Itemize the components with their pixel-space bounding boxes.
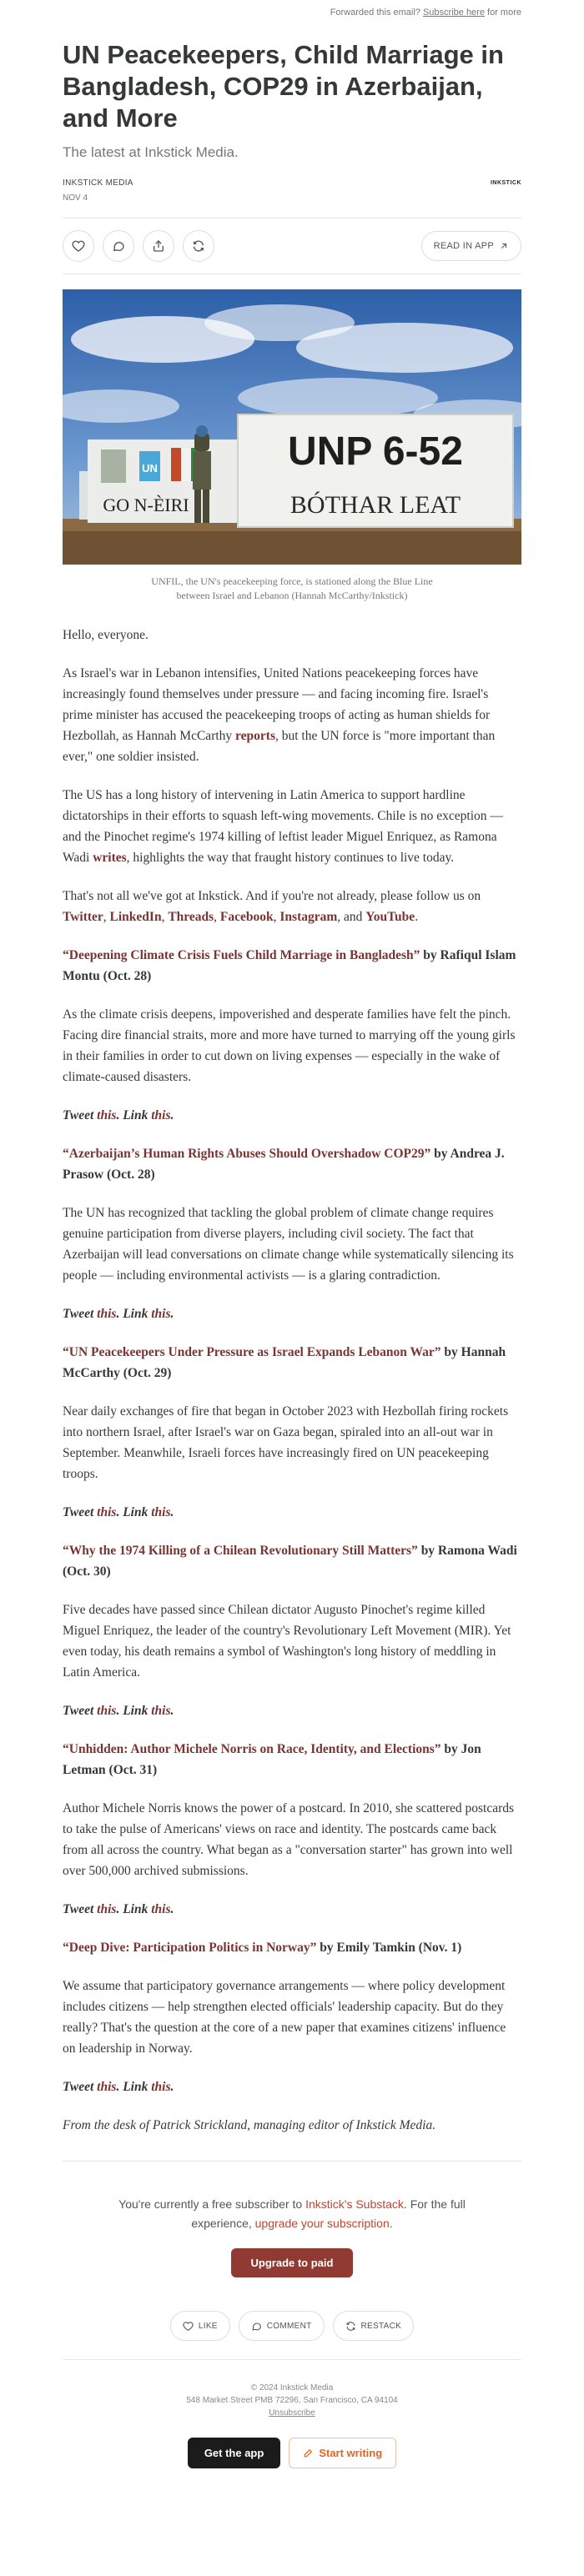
link-this-link[interactable]: this <box>151 1505 171 1519</box>
hero-caption <box>113 575 471 603</box>
article-title-link[interactable]: “Azerbaijan’s Human Rights Abuses Should Overshadow COP29” <box>63 1147 431 1161</box>
comment-button[interactable] <box>103 230 134 262</box>
start-writing-button[interactable] <box>289 2438 396 2468</box>
substack-link[interactable]: Inkstick's Substack <box>305 2197 404 2211</box>
follow-paragraph <box>63 886 521 927</box>
tweet-this-link[interactable]: this <box>97 1902 117 1916</box>
article-byline: by Ramona Wadi (Oct. 30) <box>63 1544 517 1579</box>
sign-right-text: UNP 6-52 <box>288 429 463 474</box>
article-summary: Near daily exchanges of fire that began in October 2023 with Hezbollah firing rockets into northern Israel, after Israel's war on Gaza began, spiraled into an all-out war in September. Meanwhile, Israeli forces have increasingly fired on UN peacekeeping troops. <box>63 1404 509 1481</box>
like-button[interactable] <box>63 230 94 262</box>
link-this-link[interactable]: this <box>151 1704 171 1718</box>
link-this-link[interactable]: this <box>151 1902 171 1916</box>
share-button[interactable] <box>143 230 174 262</box>
tweet-this-link[interactable]: this <box>97 1307 117 1321</box>
footer-actions <box>63 2311 521 2341</box>
tweet-label: Tweet <box>63 1704 94 1718</box>
writes-link[interactable]: writes <box>93 851 127 865</box>
legal-block <box>63 2382 521 2419</box>
share-line: Tweet this. Link this. <box>63 1704 174 1718</box>
restack-label: RESTACK <box>360 2321 402 2331</box>
article-title-link[interactable]: “Why the 1974 Killing of a Chilean Revolutionary Still Matters” <box>63 1544 418 1558</box>
read-in-app-button[interactable] <box>421 231 521 261</box>
forwarded-text: Forwarded this email? <box>330 8 420 18</box>
post-actions <box>63 218 521 274</box>
link-this-link[interactable]: this <box>151 1108 171 1122</box>
email-footer <box>63 2195 521 2468</box>
text: As Israel's war in Lebanon intensifies, United Nations peacekeeping forces have increasingly found themselves under pressure — and facing incoming fire. Israel's prime minister has accused the peacekeeping troops of acting as human shields for Hezbollah, as Hannah McCarthy <box>63 666 491 743</box>
share-line: Tweet this. Link this. <box>63 1307 174 1321</box>
link-label: Link <box>123 1307 149 1321</box>
restack-icon <box>345 2321 356 2332</box>
threads-link[interactable]: Threads <box>168 910 214 924</box>
copyright: © 2024 Inkstick Media <box>250 2383 334 2393</box>
article-headline <box>63 945 521 987</box>
upgrade-button[interactable]: Upgrade to paid <box>231 2248 354 2277</box>
divider <box>63 2161 521 2162</box>
post-body <box>63 625 521 2136</box>
signoff: From the desk of Patrick Strickland, managing editor of Inkstick Media. <box>63 2118 436 2132</box>
text: and <box>344 910 363 924</box>
forwarded-banner <box>63 0 521 26</box>
arrow-up-right-icon <box>499 241 509 251</box>
like-label: LIKE <box>198 2321 218 2331</box>
comment-icon <box>112 239 125 253</box>
intro-paragraph-1 <box>63 663 521 767</box>
action-icons <box>63 230 214 262</box>
article-headline <box>63 1937 521 1958</box>
link-label: Link <box>123 2080 149 2094</box>
link-label: Link <box>123 1505 149 1519</box>
text: , highlights the way that fraught history continues to live today. <box>126 851 455 865</box>
link-this-link[interactable]: this <box>151 1307 171 1321</box>
separator: , <box>337 910 345 924</box>
greeting: Hello, everyone. <box>63 628 149 642</box>
comment-icon <box>251 2321 262 2332</box>
share-line: Tweet this. Link this. <box>63 1108 174 1122</box>
email-container <box>63 0 521 2468</box>
article-summary: We assume that participatory governance arrangements — where policy development includes citizens — help strengthen elected officials' leadership capacity. But do they really? That's the question at the core of a new paper that examines citizens' influence on leadership in Norway. <box>63 1979 506 2056</box>
tweet-label: Tweet <box>63 1108 94 1122</box>
text: That's not all we've got at Inkstick. And if you're not already, please follow us on <box>63 889 481 903</box>
read-in-app-label: READ IN APP <box>433 241 494 251</box>
start-writing-label: Start writing <box>319 2447 383 2459</box>
share-line: Tweet this. Link this. <box>63 1902 174 1916</box>
intro-paragraph-2 <box>63 785 521 868</box>
upgrade-link[interactable]: upgrade your subscription <box>254 2217 390 2230</box>
link-label: Link <box>123 1108 149 1122</box>
tweet-this-link[interactable]: this <box>97 2080 117 2094</box>
post-meta <box>63 176 521 206</box>
article-byline: by Andrea J. Prasow (Oct. 28) <box>63 1147 505 1182</box>
forwarded-suffix: for more <box>487 8 521 18</box>
address: 548 Market Street PMB 72296, San Francisco, CA 94104 <box>186 2396 398 2405</box>
footer-like-button[interactable] <box>170 2311 230 2341</box>
article-summary: Author Michele Norris knows the power of a postcard. In 2010, she scattered postcards to take the pulse of Americans' views on race and identity. The postcards came back from all across the country. What began as a "conversation starter" has grown into well over 500,000 archived submissions. <box>63 1801 515 1878</box>
article-headline <box>63 1143 521 1185</box>
subscription-note <box>96 2195 488 2233</box>
heart-icon <box>183 2321 194 2332</box>
footer-comment-button[interactable] <box>239 2311 325 2341</box>
footer-restack-button[interactable] <box>333 2311 415 2341</box>
tweet-label: Tweet <box>63 1902 94 1916</box>
article-title-link[interactable]: “Unhidden: Author Michele Norris on Race, Identity, and Elections” <box>63 1742 441 1756</box>
facebook-link[interactable]: Facebook <box>219 910 274 924</box>
article-headline <box>63 1342 521 1383</box>
linkedin-link[interactable]: LinkedIn <box>109 910 162 924</box>
separator: , <box>214 910 220 924</box>
divider <box>63 2359 521 2360</box>
article-headline <box>63 1739 521 1780</box>
unsubscribe-link[interactable]: Unsubscribe <box>269 2408 315 2418</box>
separator: , <box>161 910 169 924</box>
twitter-link[interactable]: Twitter <box>63 910 103 924</box>
text: The US has a long history of intervening in Latin America to support hardline dictatorships in their efforts to squash left-wing movements. Chile is no exception — and the Pinochet regime's 1974 killing of leftist leader Miguel Enriquez, as Ramona Wadi <box>63 788 503 865</box>
tweet-this-link[interactable]: this <box>97 1108 117 1122</box>
article-summary: As the climate crisis deepens, impoverished and desperate families have felt the pinch. Facing dire financial straits, more and more have turned to marrying off the young girls in their families in order to cut down on living expenses — especially in the wake of climate-caused disasters. <box>63 1007 516 1084</box>
pencil-icon <box>303 2448 314 2458</box>
article-byline: by Hannah McCarthy (Oct. 29) <box>63 1345 506 1380</box>
youtube-link[interactable]: YouTube <box>365 910 415 924</box>
article-title-link[interactable]: “Deep Dive: Participation Politics in Norway” <box>63 1941 317 1955</box>
article-byline: by Emily Tamkin (Nov. 1) <box>316 1941 462 1955</box>
post-subtitle: The latest at Inkstick Media. <box>63 144 239 160</box>
article-byline: by Jon Letman (Oct. 31) <box>63 1742 481 1777</box>
link-label: Link <box>123 1902 149 1916</box>
tweet-this-link[interactable]: this <box>97 1704 117 1718</box>
text: You're currently a free subscriber to <box>118 2197 306 2211</box>
separator: , <box>103 910 110 924</box>
un-flag-text: UN <box>142 462 158 475</box>
share-line: Tweet this. Link this. <box>63 1505 174 1519</box>
sign-bottom-text: BÓTHAR LEAT <box>289 491 461 519</box>
comment-label: COMMENT <box>266 2321 312 2331</box>
post-date: NOV 4 <box>63 193 88 203</box>
publication-name[interactable]: INKSTICK MEDIA <box>63 178 133 188</box>
share-line: Tweet this. Link this. <box>63 2080 174 2094</box>
tweet-label: Tweet <box>63 1307 94 1321</box>
get-the-app-button[interactable]: Get the app <box>188 2438 281 2468</box>
article-summary: Five decades have passed since Chilean dictator Augusto Pinochet's regime killed Miguel Enriquez, the leader of the country's Revolutionary Left Movement (MIR). Yet even today, his death remains a symbol of Washington's long history of meddling in Latin America. <box>63 1603 511 1680</box>
article-title-link[interactable]: “Deepening Climate Crisis Fuels Child Marriage in Bangladesh” <box>63 948 420 962</box>
app-buttons <box>63 2438 521 2468</box>
text: . <box>415 910 419 924</box>
separator: , <box>273 910 280 924</box>
tweet-label: Tweet <box>63 1505 94 1519</box>
tweet-label: Tweet <box>63 2080 94 2094</box>
post-title[interactable]: UN Peacekeepers, Child Marriage in Bangladesh, COP29 in Azerbaijan, and More <box>63 40 504 133</box>
article-headline <box>63 1540 521 1582</box>
publication-logo[interactable]: INKSTICK <box>490 180 521 186</box>
article-byline: by Rafiqul Islam Montu (Oct. 28) <box>63 948 516 983</box>
restack-icon <box>192 239 205 253</box>
instagram-link[interactable]: Instagram <box>279 910 338 924</box>
subscribe-link[interactable]: Subscribe here <box>422 8 485 18</box>
hero-image[interactable] <box>63 289 521 565</box>
sign-left-text: GO N-ÈIRI <box>103 495 189 515</box>
reports-link[interactable]: reports <box>235 729 275 743</box>
share-icon <box>152 239 165 253</box>
article-summary: The UN has recognized that tackling the global problem of climate change requires genuine participation from diverse players, including civil society. The fact that Azerbaijan will lead conversations on climate change while systematically silencing its people — including environmental activists — is a glaring contradiction. <box>63 1206 514 1283</box>
caption-line-1: UNFIL, the UN's peacekeeping force, is stationed along the Blue Line <box>151 575 433 587</box>
text: . For the full experience, <box>191 2197 466 2230</box>
heart-icon <box>72 239 85 253</box>
link-label: Link <box>123 1704 149 1718</box>
restack-button[interactable] <box>183 230 214 262</box>
tweet-this-link[interactable]: this <box>97 1505 117 1519</box>
article-title-link[interactable]: “UN Peacekeepers Under Pressure as Israel Expands Lebanon War” <box>63 1345 441 1359</box>
caption-line-2: between Israel and Lebanon (Hannah McCarthy/Inkstick) <box>176 590 408 601</box>
text: . <box>389 2217 393 2230</box>
link-this-link[interactable]: this <box>151 2080 171 2094</box>
text: , but the UN force is "more important than ever," one soldier insisted. <box>63 729 496 764</box>
